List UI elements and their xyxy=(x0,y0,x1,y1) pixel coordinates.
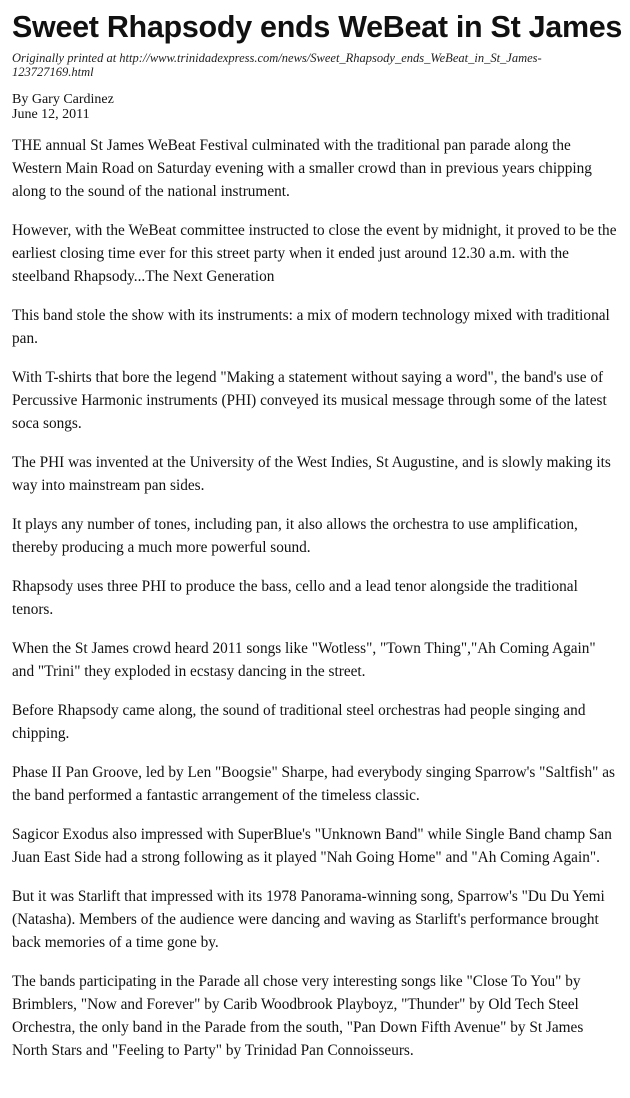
paragraph: It plays any number of tones, including pan, it also allows the orchestra to use amplification, thereby producing a much more powerful sound. xyxy=(12,516,578,556)
paragraph: This band stole the show with its instruments: a mix of modern technology mixed with traditional pan. xyxy=(12,307,610,347)
article-body xyxy=(12,134,620,1062)
paragraph: But it was Starlift that impressed with its 1978 Panorama-winning song, Sparrow's "Du Du Yemi (Natasha). Members of the audience were dancing and waving as Starlift's performance brought back memories of a time gone by. xyxy=(12,888,605,951)
paragraph: Sagicor Exodus also impressed with SuperBlue's "Unknown Band" while Single Band champ San Juan East Side had a strong following as it played "Nah Going Home" and "Ah Coming Again". xyxy=(12,826,612,866)
paragraph: When the St James crowd heard 2011 songs like "Wotless", "Town Thing","Ah Coming Again" and "Trini" they exploded in ecstasy dancing in the street. xyxy=(12,640,596,680)
paragraph: The bands participating in the Parade all chose very interesting songs like "Close To You" by Brimblers, "Now and Forever" by Carib Woodbrook Playboyz, "Thunder" by Old Tech Steel Orchestra, the only band in the Parade from the south, "Pan Down Fifth Avenue" by St James North Stars and "Feeling to Party" by Trinidad Pan Connoisseurs. xyxy=(12,973,584,1059)
article xyxy=(12,8,623,1078)
article-headline: Sweet Rhapsody ends WeBeat in St James xyxy=(12,10,623,44)
paragraph: Rhapsody uses three PHI to produce the bass, cello and a lead tenor alongside the traditional tenors. xyxy=(12,578,578,618)
paragraph: However, with the WeBeat committee instructed to close the event by midnight, it proved to be the earliest closing time ever for this street party when it ended just around 12.30 a.m. with the steelband Rhapsody...The Next Generation xyxy=(12,222,617,285)
publish-date: June 12, 2011 xyxy=(12,107,90,122)
paragraph: THE annual St James WeBeat Festival culminated with the traditional pan parade along the Western Main Road on Saturday evening with a smaller crowd than in previous years chipping along to the sound of the national instrument. xyxy=(12,137,592,200)
source-line: Originally printed at http://www.trinidadexpress.com/news/Sweet_Rhapsody_ends_WeBeat_in_St_James-123727169.html xyxy=(12,51,542,79)
paragraph: Before Rhapsody came along, the sound of traditional steel orchestras had people singing and chipping. xyxy=(12,702,586,742)
paragraph: The PHI was invented at the University of the West Indies, St Augustine, and is slowly making its way into mainstream pan sides. xyxy=(12,454,611,494)
paragraph: With T-shirts that bore the legend "Making a statement without saying a word", the band's use of Percussive Harmonic instruments (PHI) conveyed its musical message through some of the latest soca songs. xyxy=(12,369,607,432)
byline: By Gary Cardinez xyxy=(12,92,114,107)
paragraph: Phase II Pan Groove, led by Len "Boogsie" Sharpe, had everybody singing Sparrow's "Saltfish" as the band performed a fantastic arrangement of the timeless classic. xyxy=(12,764,615,804)
